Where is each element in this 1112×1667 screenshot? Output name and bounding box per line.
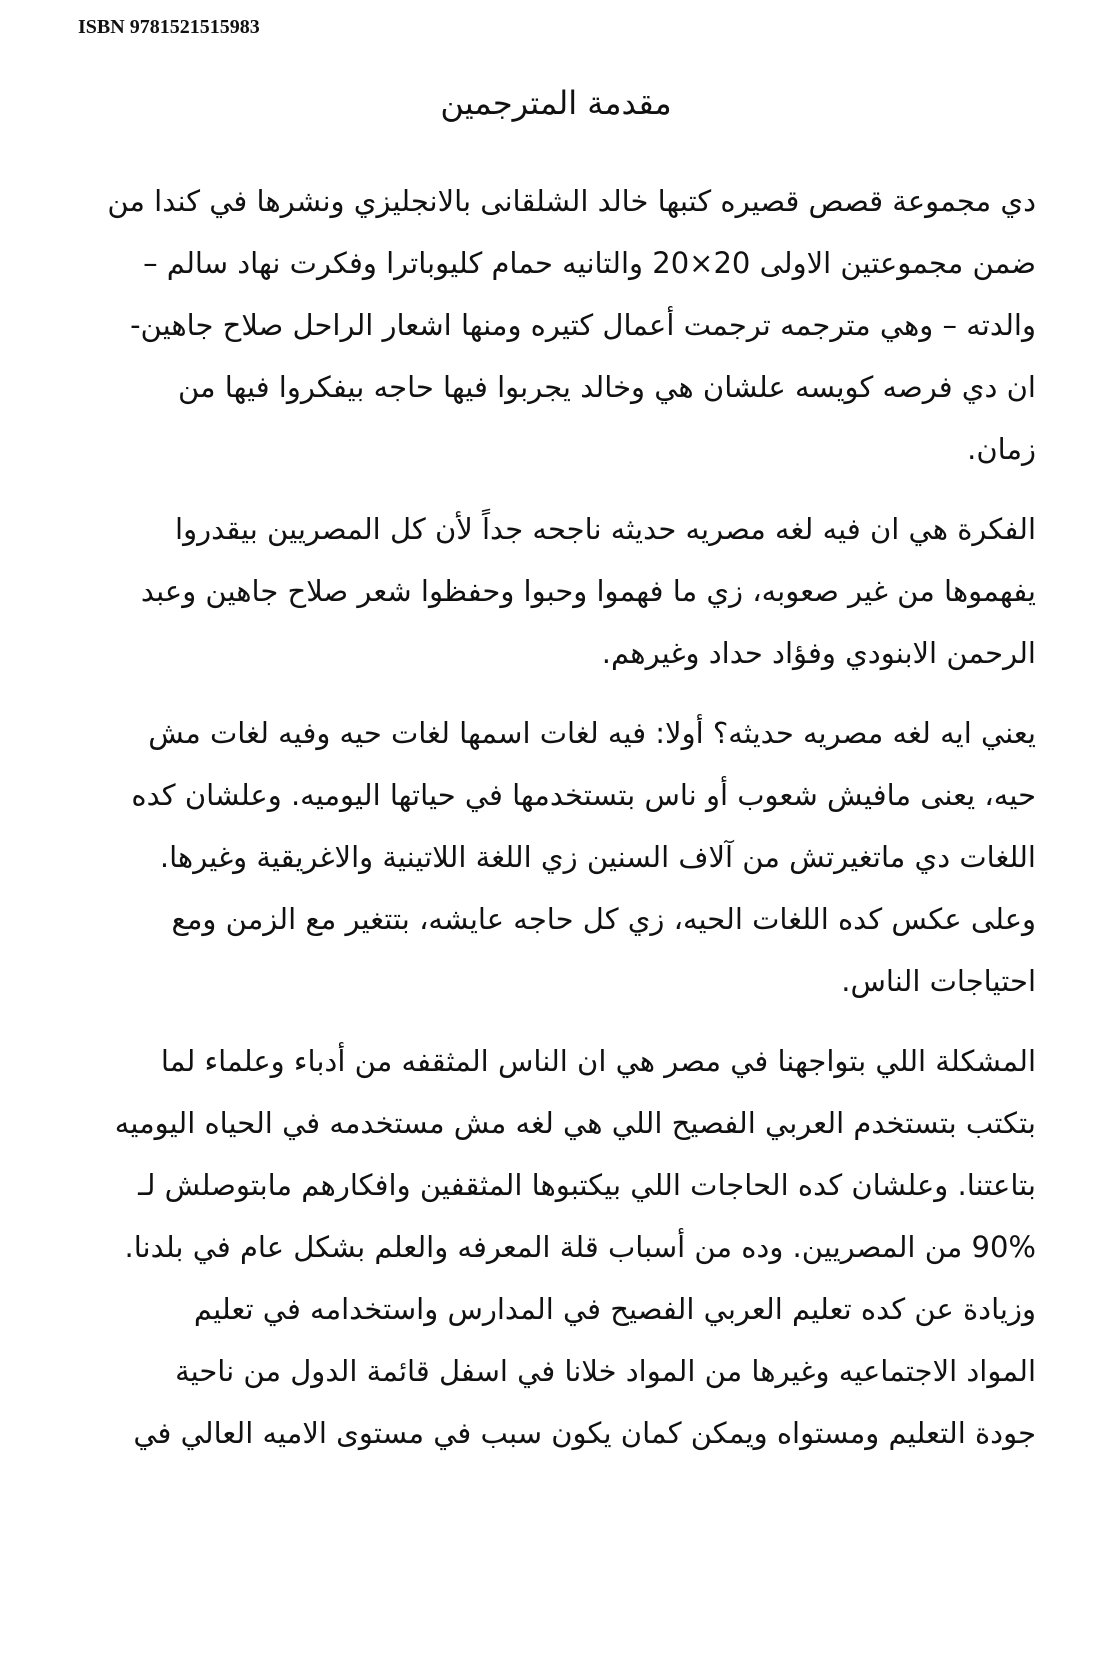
- paragraph-1: [76, 170, 1036, 480]
- text-line: ضمن مجموعتين الاولى 20×20 والتانيه حمام كليوباترا وفكرت نهاد سالم –: [143, 246, 1036, 280]
- text-line: دي مجموعة قصص قصيره كتبها خالد الشلقانى بالانجليزي ونشرها في كندا من: [107, 184, 1036, 218]
- text-line: الفكرة هي ان فيه لغه مصريه حديثه ناجحه جداً لأن كل المصريين بيقدروا: [175, 512, 1036, 546]
- text-line: المواد الاجتماعيه وغيرها من المواد خلانا في اسفل قائمة الدول من ناحية: [175, 1354, 1036, 1388]
- isbn-number: ISBN 9781521515983: [78, 16, 260, 38]
- text-line: وزيادة عن كده تعليم العربي الفصيح في المدارس واستخدامه في تعليم: [193, 1292, 1036, 1326]
- text-line: احتياجات الناس.: [841, 964, 1036, 998]
- document-body: [76, 170, 1036, 1482]
- text-line: بتاعتنا. وعلشان كده الحاجات اللي بيكتبوها المثقفين وافكارهم مابتوصلش لـ: [138, 1168, 1036, 1202]
- text-line: زمان.: [967, 432, 1036, 466]
- text-line: ان دي فرصه كويسه علشان هي وخالد يجربوا فيها حاجه بيفكروا فيها من: [177, 370, 1036, 404]
- text-line: الرحمن الابنودي وفؤاد حداد وغيرهم.: [601, 636, 1036, 670]
- text-line: بتكتب بتستخدم العربي الفصيح اللي هي لغه مش مستخدمه في الحياه اليوميه: [114, 1106, 1036, 1140]
- paragraph-2: [76, 498, 1036, 684]
- paragraph-4: [76, 1030, 1036, 1464]
- text-line: يعني ايه لغه مصريه حديثه؟ أولا: فيه لغات اسمها لغات حيه وفيه لغات مش: [148, 716, 1036, 750]
- text-line: وعلى عكس كده اللغات الحيه، زي كل حاجه عايشه، بتتغير مع الزمن ومع: [171, 902, 1036, 936]
- text-line: والدته – وهي مترجمه ترجمت أعمال كتيره ومنها اشعار الراحل صلاح جاهين-: [130, 308, 1036, 342]
- text-line: المشكلة اللي بتواجهنا في مصر هي ان الناس المثقفه من أدباء وعلماء لما: [160, 1044, 1036, 1078]
- text-line: جودة التعليم ومستواه ويمكن كمان يكون سبب في مستوى الاميه العالي في: [133, 1416, 1036, 1450]
- text-line: اللغات دي ماتغيرتش من آلاف السنين زي اللغة اللاتينية والاغريقية وغيرها.: [159, 840, 1036, 874]
- text-line: 90% من المصريين. وده من أسباب قلة المعرفه والعلم بشكل عام في بلدنا.: [124, 1230, 1036, 1264]
- paragraph-3: [76, 702, 1036, 1012]
- text-line: يفهموها من غير صعوبه، زي ما فهموا وحبوا وحفظوا شعر صلاح جاهين وعبد: [140, 574, 1036, 608]
- text-line: حيه، يعنى مافيش شعوب أو ناس بتستخدمها في حياتها اليوميه. وعلشان كده: [131, 778, 1036, 812]
- page-title: مقدمة المترجمين: [440, 84, 672, 122]
